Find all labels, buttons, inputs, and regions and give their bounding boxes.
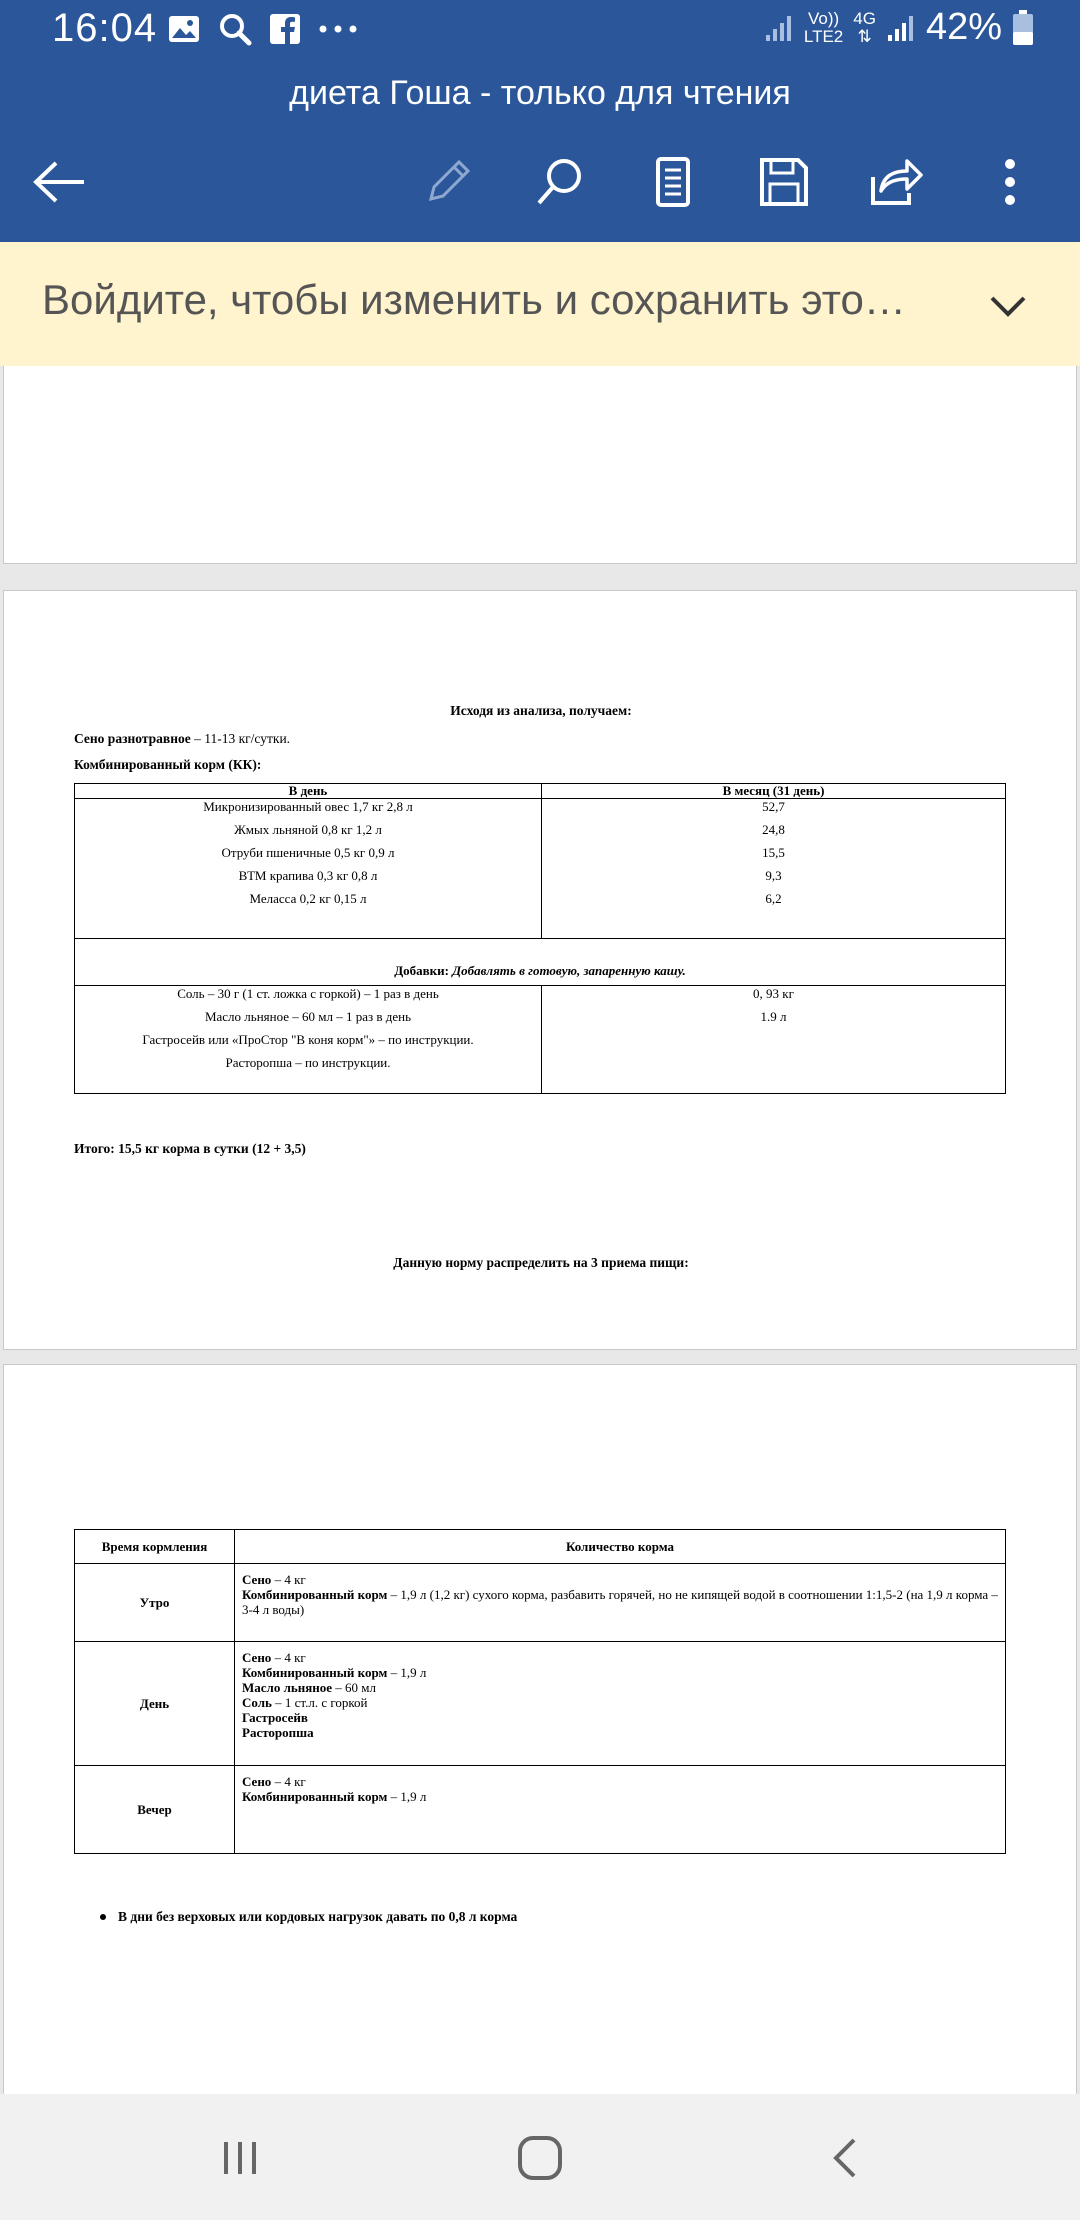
document-page [3,366,1077,564]
daily-ingredients [75,799,541,914]
back-icon[interactable] [805,2128,885,2188]
share-icon[interactable] [864,150,928,214]
feeding-time: Утро [75,1564,235,1642]
table-header: Количество корма [235,1530,1006,1564]
table-cell: ВТМ крапива 0,3 кг 0,8 л [238,868,378,883]
pencil-icon[interactable] [416,150,480,214]
table-cell: Меласса 0,2 кг 0,15 л [249,891,367,906]
back-arrow-icon[interactable] [28,150,92,214]
table-cell: Масло льняное – 60 мл – 1 раз в день [204,1009,412,1024]
kk-label: Комбинированный корм (КК): [74,757,262,772]
additive-list [75,986,541,1078]
document-page [3,590,1077,1350]
status-bar [0,0,1080,64]
additives-row: Добавки: Добавлять в готовую, запаренную кашу. [75,939,1006,986]
home-icon[interactable] [500,2128,580,2188]
additive-monthly [542,986,1005,1032]
status-right [764,6,1034,49]
table-row [75,939,1006,986]
table-cell: 52,7 [762,799,785,814]
bullet-icon [100,1914,106,1920]
table-cell: Гастросейв или «ПроСтор "В коня корм"» – по инструкции. [142,1032,474,1047]
gallery-icon [168,15,200,43]
feed-composition-table [74,783,1006,1094]
table-header: Время кормления [75,1530,235,1564]
signal-icon [764,13,794,43]
table-cell: Жмых льняной 0,8 кг 1,2 л [234,822,382,837]
analysis-heading: Исходя из анализа, получаем: [450,703,632,718]
table-header: В месяц (31 день) [542,784,1006,799]
battery-percent: 42% [925,6,1002,48]
save-icon[interactable] [752,150,816,214]
hay-line: Сено разнотравное – 11-13 кг/сутки. [74,731,291,746]
table-row [75,986,1006,1094]
sign-in-banner[interactable] [0,242,1080,366]
document-page [3,1364,1077,2094]
table-cell: 0, 93 кг [753,986,794,1001]
net-type: 4G ⇅ [853,8,876,46]
table-row [75,1564,1006,1642]
table-cell: Микронизированный овес 1,7 кг 2,8 л [203,799,413,814]
banner-text: Войдите, чтобы изменить и сохранить это… [42,276,906,323]
table-cell: 15,5 [762,845,785,860]
navigation-bar [0,2094,1080,2220]
document-title: диета Гоша - только для чтения [289,74,791,112]
table-cell: 1.9 л [760,1009,787,1024]
feeding-schedule-table [74,1529,1006,1854]
table-cell: Отруби пшеничные 0,5 кг 0,9 л [221,845,395,860]
bullet-text: В дни без верховых или кордовых нагрузок давать по 0,8 л корма [118,1909,518,1924]
feeding-amount: Сено – 4 кг Комбинированный корм – 1,9 л (1,2 кг) сухого корма, разбавить горячей, но не кипящей водой в соотношении 1:1,5-2 (на 1,9 л корма – 3-4 л воды) [235,1564,1006,1642]
reading-view-icon[interactable] [641,150,705,214]
table-cell: Соль – 30 г (1 ст. ложка с горкой) – 1 раз в день [177,986,439,1001]
more-notifications-icon [318,24,358,34]
table-cell: Расторопша – по инструкции. [225,1055,391,1070]
feeding-time: День [75,1642,235,1766]
feeding-amount: Сено – 4 кг Комбинированный корм – 1,9 л [235,1766,1006,1854]
chevron-down-icon[interactable] [986,286,1030,326]
recent-apps-icon[interactable] [200,2128,280,2188]
search-icon[interactable] [528,150,592,214]
more-vertical-icon[interactable] [978,150,1042,214]
feeding-time: Вечер [75,1766,235,1854]
table-cell: 6,2 [765,891,782,906]
distribution-line: Данную норму распределить на 3 приема пищи: [393,1255,689,1270]
facebook-icon [270,14,300,44]
table-row [75,799,1006,939]
table-header: В день [75,784,542,799]
network-label: Vo)) LTE2 [803,8,844,46]
document-viewer[interactable] [0,366,1080,2094]
monthly-amounts [542,799,1005,914]
notification-icons [168,12,358,46]
table-cell: 24,8 [762,822,785,837]
table-row [75,1766,1006,1854]
table-cell: 9,3 [765,868,782,883]
feeding-amount: Сено – 4 кг Комбинированный корм – 1,9 л Масло льняное – 60 мл Соль – 1 ст.л. с горкой Гастросейв Расторопша [235,1642,1006,1766]
signal-icon [886,13,916,43]
search-icon [218,12,252,46]
list-item [100,1909,517,1925]
app-bar [0,64,1080,242]
total-line: Итого: 15,5 кг корма в сутки (12 + 3,5) [74,1141,306,1156]
status-time: 16:04 [52,6,158,50]
battery-icon [1012,10,1034,46]
table-row [75,1642,1006,1766]
